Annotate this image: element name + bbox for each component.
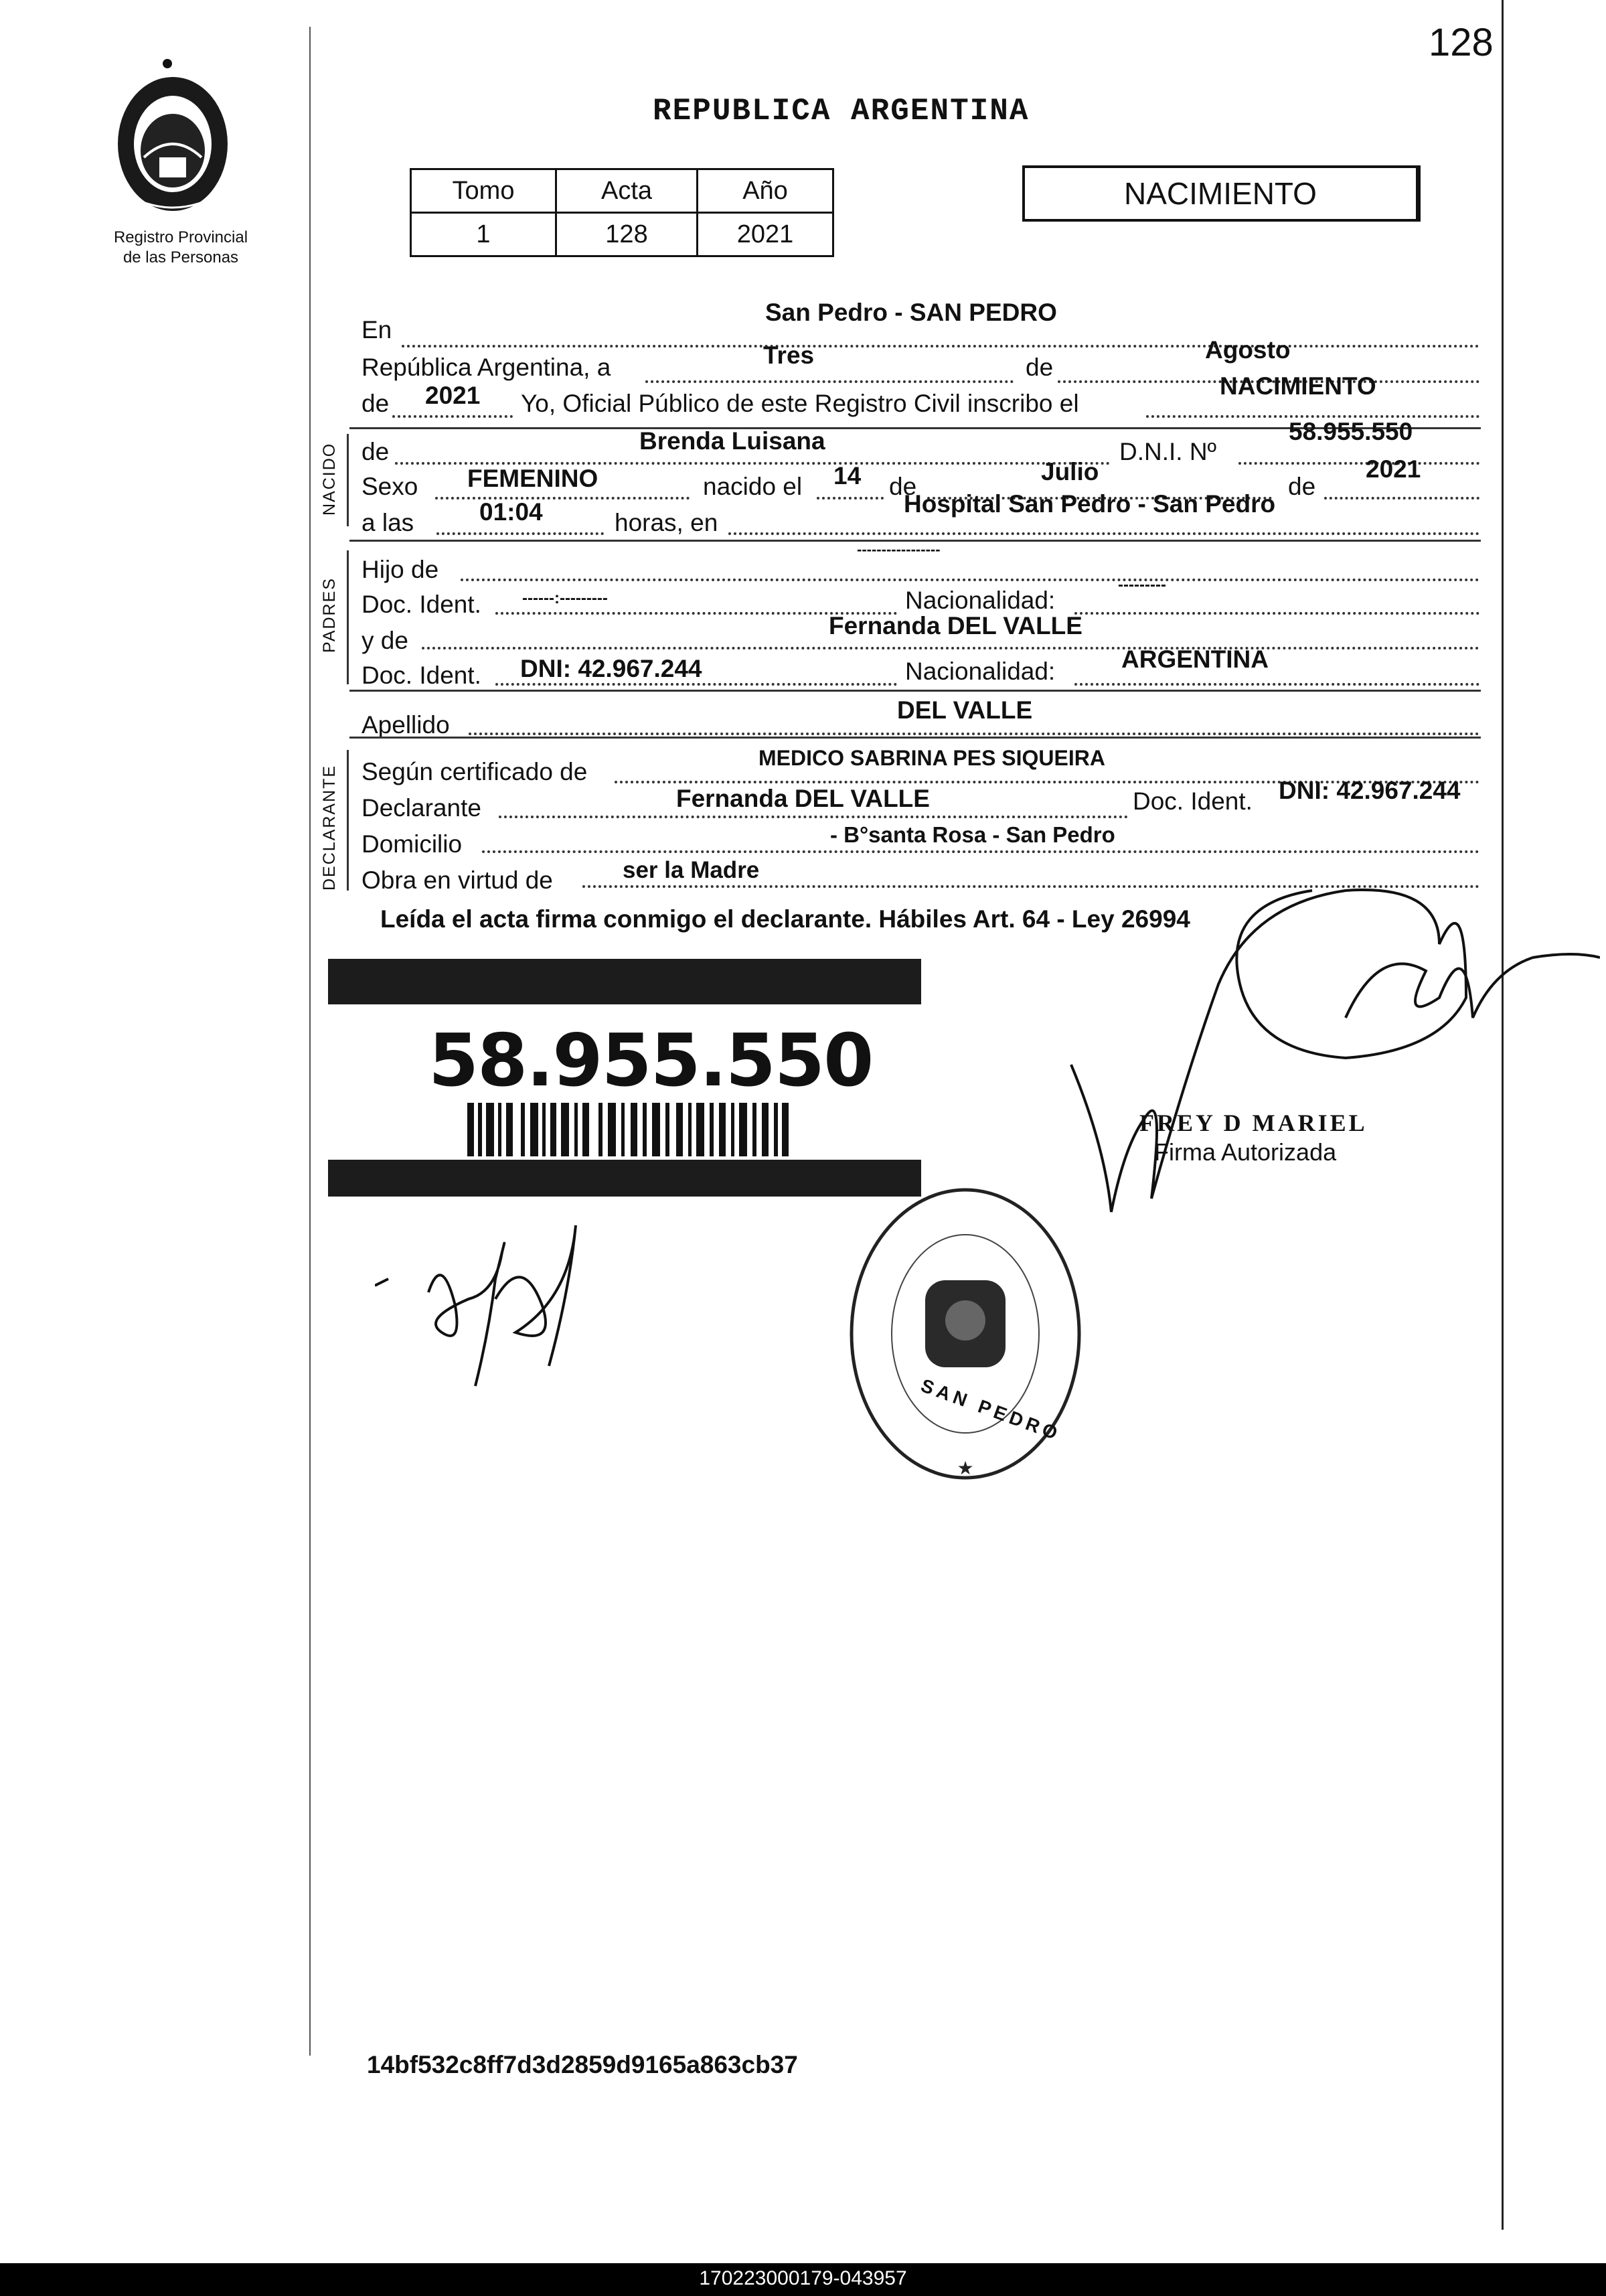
round-seal-center-text: SAN PEDRO [918,1375,1064,1445]
side-label-declarante: DECLARANTE [320,764,339,891]
label-de-mes: de [1026,354,1054,381]
footer-code: 170223000179-043957 [699,2267,907,2289]
label-sexo: Sexo [362,473,418,500]
label-obra-en-virtud: Obra en virtud de [362,866,553,894]
field-dni: 58.955.550 [1289,418,1413,445]
label-declarante: Declarante [362,794,481,822]
label-nacionalidad-madre: Nacionalidad: [905,658,1056,685]
record-table [410,168,834,257]
field-sexo: FEMENINO [467,465,598,492]
label-de-nac-mes: de [889,473,917,500]
dots-madre-doc [495,683,897,686]
label-apellido: Apellido [362,711,450,739]
tomo-value: 1 [411,213,556,256]
field-nombre: Brenda Luisana [639,427,825,455]
dots-dni [1238,462,1479,465]
field-apellido: DEL VALLE [897,696,1033,724]
dni-card-number: 58.955.550 [428,1019,873,1103]
side-label-nacido: NACIDO [320,442,339,516]
field-hora: 01:04 [479,498,543,526]
field-padre-doc: ------:--------- [522,589,608,607]
registry-name-line1: Registro Provincial [113,228,248,246]
dots-domicilio [482,850,1479,853]
field-mes: Agosto [1205,336,1291,364]
field-domicilio: - B°santa Rosa - San Pedro [830,822,1115,847]
label-horas-en: horas, en [615,509,718,536]
field-anio: 2021 [425,382,481,409]
dots-sexo [435,497,690,500]
dots-nac-anio [1324,497,1479,500]
dots-hora [436,532,604,535]
label-de-nombre: de [362,438,390,465]
provincial-seal-logo [107,57,261,221]
field-padre-nombre: ----------------- [857,541,941,558]
field-padre-nacionalidad: --------- [1118,576,1166,594]
dni-barcode [467,1103,789,1160]
label-doc-ident-padre: Doc. Ident. [362,591,481,618]
label-en: En [362,316,392,343]
field-madre-doc: DNI: 42.967.244 [520,655,702,682]
act-type-box: NACIMIENTO [1022,165,1421,222]
anio-value: 2021 [698,213,833,256]
field-nac-mes: Julio [1041,458,1099,485]
dots-madre [422,647,1479,649]
dots-madre-nac [1074,683,1479,686]
label-doc-ident-madre: Doc. Ident. [362,662,481,689]
field-madre-nacionalidad: ARGENTINA [1121,645,1269,673]
tomo-header: Tomo [411,169,556,213]
official-signature [1064,864,1600,1269]
field-nac-dia: 14 [833,462,862,489]
registry-name [80,228,281,268]
declarant-signature [375,1212,589,1416]
label-segun-certificado: Según certificado de [362,758,588,785]
page-left-margin-line [309,27,311,2056]
label-yo-oficial: Yo, Oficial Público de este Registro Civil inscribo el [521,390,1079,417]
label-dni: D.N.I. Nº [1119,438,1217,465]
label-de-anio: de [362,390,390,417]
dni-card-bottom-band [328,1160,921,1197]
dots-padre-nac [1074,612,1479,615]
dots-dia [645,380,1014,383]
field-declarante: Fernanda DEL VALLE [676,785,930,812]
dots-lugar-nac [728,532,1479,535]
section-bar-nacido [347,434,349,526]
document-hash: 14bf532c8ff7d3d2859d9165a863cb37 [367,2051,798,2078]
dots-anio [392,415,513,418]
field-nac-anio: 2021 [1366,455,1421,483]
label-doc-ident-declarante: Doc. Ident. [1133,787,1253,815]
field-lugar: San Pedro - SAN PEDRO [765,299,1057,326]
side-label-padres: PADRES [320,577,339,653]
acta-value: 128 [556,213,698,256]
closing-statement: Leída el acta firma conmigo el declarante. Hábiles Art. 64 - Ley 26994 [380,905,1190,933]
page-number: 128 [1429,21,1494,64]
dots-apellido [469,733,1479,735]
label-domicilio: Domicilio [362,830,463,858]
field-virtud: ser la Madre [623,857,760,883]
registry-name-line2: de las Personas [123,248,239,266]
label-republica: República Argentina, a [362,354,611,381]
separator-3 [349,690,1481,692]
field-certificado: MEDICO SABRINA PES SIQUEIRA [758,746,1105,770]
field-madre-nombre: Fernanda DEL VALLE [829,612,1082,639]
svg-text:★: ★ [957,1458,974,1478]
separator-4 [349,737,1481,739]
country-title: REPUBLICA ARGENTINA [653,94,1030,129]
dots-padre [461,579,1479,581]
anio-header: Año [698,169,833,213]
field-tipo: NACIMIENTO [1220,372,1376,400]
label-nacido-el: nacido el [703,473,803,500]
section-bar-declarante [347,750,349,891]
dots-nac-dia [817,497,884,500]
dni-card [328,959,921,1197]
field-lugar-nac: Hospital San Pedro - San Pedro [904,490,1276,518]
field-declarante-doc: DNI: 42.967.244 [1279,777,1461,804]
round-registry-seal [845,1180,1086,1491]
field-dia-letras: Tres [763,341,815,369]
label-nacionalidad-padre: Nacionalidad: [905,587,1056,614]
acta-header: Acta [556,169,698,213]
label-a-las: a las [362,509,414,536]
label-de-nac-anio: de [1288,473,1316,500]
stamp-name: FREY D MARIEL [1139,1109,1368,1136]
dni-card-top-band [328,959,921,1004]
dots-declarante [499,816,1128,818]
label-y-de: y de [362,627,408,654]
label-hijo-de: Hijo de [362,556,439,583]
section-bar-padres [347,550,349,684]
stamp-role: Firma Autorizada [1154,1138,1337,1166]
dots-en [402,345,1479,348]
